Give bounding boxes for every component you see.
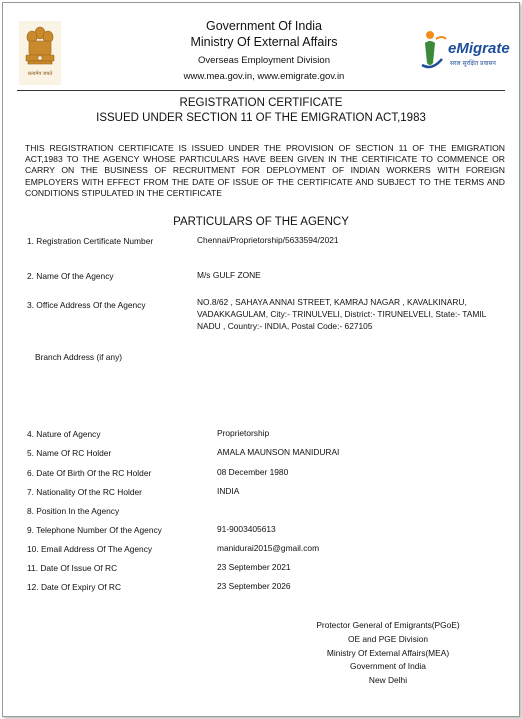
- signatory-division: OE and PGE Division: [347, 634, 429, 644]
- agency-name-label: 2. Name Of the Agency: [27, 271, 114, 281]
- dob-value: 08 December 1980: [217, 467, 289, 477]
- header-websites: www.mea.gov.in, www.emigrate.gov.in: [183, 71, 345, 82]
- header-division: Overseas Employment Division: [198, 55, 330, 66]
- nature-value: Proprietorship: [217, 428, 270, 438]
- reg-number-label: 1. Registration Certificate Number: [27, 236, 154, 246]
- expiry-date-value: 23 September 2026: [217, 581, 291, 591]
- certificate-title: REGISTRATION CERTIFICATE: [179, 97, 343, 109]
- branch-address-label: Branch Address (if any): [35, 352, 123, 362]
- nationality-value: INDIA: [217, 486, 240, 496]
- email-value: manidurai2015@gmail.com: [217, 543, 320, 553]
- particulars-heading: PARTICULARS OF THE AGENCY: [173, 216, 349, 228]
- rc-holder-label: 5. Name Of RC Holder: [27, 448, 112, 458]
- dob-label: 6. Date Of Birth Of the RC Holder: [27, 468, 152, 478]
- issue-date-label: 11. Date Of Issue Of RC: [27, 563, 118, 573]
- signatory-title: Protector General of Emigrants(PGoE): [316, 620, 460, 630]
- reg-number-value: Chennai/Proprietorship/5633594/2021: [197, 235, 339, 245]
- nature-label: 4. Nature of Agency: [27, 429, 101, 439]
- office-address-label: 3. Office Address Of the Agency: [27, 300, 146, 310]
- header-ministry: Ministry Of External Affairs: [190, 35, 338, 49]
- rc-holder-value: AMALA MAUNSON MANIDURAI: [217, 447, 340, 457]
- header-government: Government Of India: [205, 19, 323, 33]
- intro-paragraph: THIS REGISTRATION CERTIFICATE IS ISSUED UNDER THE PROVISION OF SECTION 11 OF THE EMIGRATION ACT,1983 TO THE AGENCY WHOSE PARTICULARS HAVE BEEN GIVEN IN THE CERTIFICATE TO COMMENCE OR CARRY ON THE BUSINESS OF RECRUITMENT FOR DEPLOYMENT OF INDIAN WORKERS WITH FOREIGN EMPLOYERS WITH EFFECT FROM THE DATE OF ISSUE OF THE CERTIFICATE AND SUBJECT TO THE TERMS AND CONDITIONS STIPULATED IN THE CERTIFICATE: [25, 143, 505, 198]
- phone-label: 9. Telephone Number Of the Agency: [27, 525, 162, 535]
- phone-value: 91-9003405613: [217, 524, 276, 534]
- signatory-ministry: Ministry Of External Affairs(MEA): [326, 648, 450, 658]
- svg-text:सरल सुरक्षित प्रवासन: सरल सुरक्षित प्रवासन: [450, 60, 496, 67]
- national-emblem-icon: [19, 21, 61, 85]
- emigrate-logo: [420, 25, 512, 75]
- expiry-date-label: 12. Date Of Expiry Of RC: [27, 582, 122, 592]
- signatory-location: New Delhi: [368, 675, 408, 685]
- svg-text:सत्यमेव जयते: सत्यमेव जयते: [27, 71, 53, 77]
- certificate-subtitle: ISSUED UNDER SECTION 11 OF THE EMIGRATION ACT,1983: [96, 112, 426, 124]
- signatory-government: Government of India: [350, 661, 426, 671]
- agency-name-value: M/s GULF ZONE: [197, 270, 261, 280]
- issue-date-value: 23 September 2021: [217, 562, 291, 572]
- header-divider: [17, 90, 505, 91]
- nationality-label: 7. Nationality Of the RC Holder: [27, 487, 142, 497]
- email-label: 10. Email Address Of The Agency: [27, 544, 153, 554]
- certificate-page: [2, 2, 520, 717]
- position-label: 8. Position In the Agency: [27, 506, 120, 516]
- svg-text:eMigrate: eMigrate: [448, 40, 510, 57]
- office-address-value: NO.8/62 , SAHAYA ANNAI STREET, KAMRAJ NAGAR , KAVALKINARU, VADAKKAGULAM, City:- TRINULVELI, District:- TIRUNELVELI, State:- TAMIL NADU , Country:- INDIA, Postal Code:- 627105: [197, 297, 486, 331]
